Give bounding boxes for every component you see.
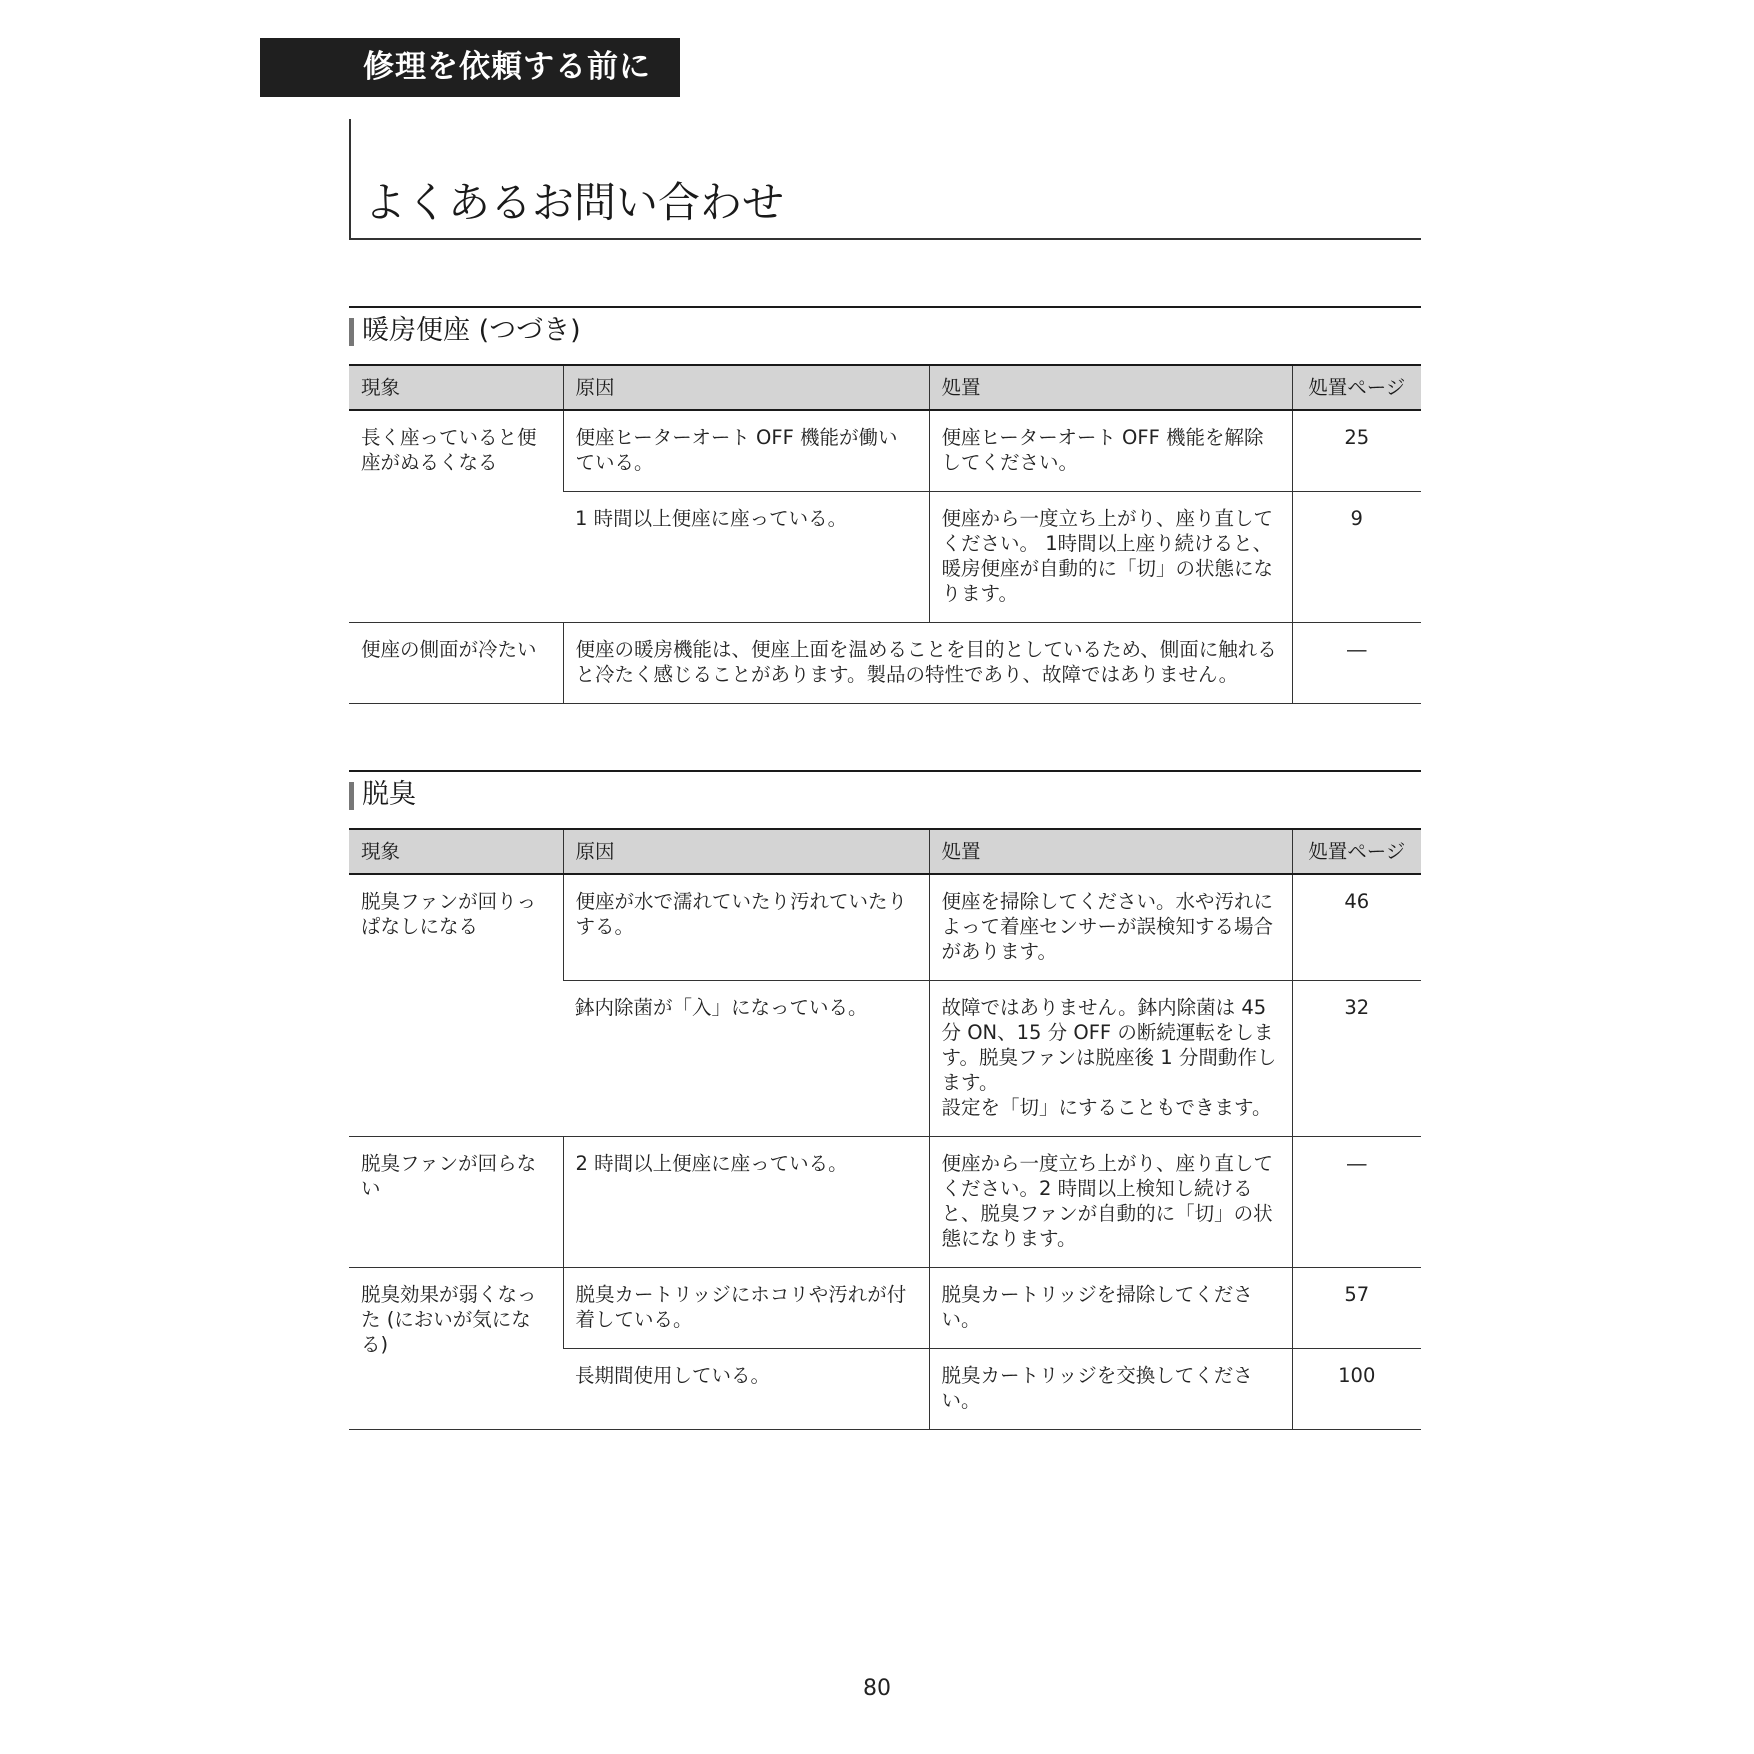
page-ref-cell: 100 <box>1292 1348 1421 1429</box>
chapter-header: 修理を依頼する前に <box>260 38 680 97</box>
remedy-note: 設定を「切」にすることもできます。 <box>941 1095 1272 1119</box>
cause-remedy-cell: 便座の暖房機能は、便座上面を温めることを目的としているため、側面に触れると冷たく感じることがあります。製品の特性であり、故障ではありません。 <box>563 622 1292 703</box>
cause-cell: 長期間使用している。 <box>563 1348 929 1429</box>
remedy-cell: 便座ヒーターオート OFF 機能を解除してください。 <box>929 410 1292 491</box>
symptom-cell: 脱臭ファンが回らない <box>349 1136 563 1267</box>
remedy-text: 故障ではありません。鉢内除菌は 45 分 ON、15 分 OFF の断続運転をします。脱臭ファンは脱座後 1 分間動作します。 <box>941 995 1277 1094</box>
section-title: 暖房便座 (つづき) <box>362 315 581 346</box>
page-ref-cell: 9 <box>1292 491 1421 622</box>
page-ref-cell: 46 <box>1292 874 1421 980</box>
column-header-cause: 原因 <box>563 365 929 410</box>
column-header-cause: 原因 <box>563 829 929 874</box>
page-ref-cell: ― <box>1292 622 1421 703</box>
cause-cell: 2 時間以上便座に座っている。 <box>563 1136 929 1267</box>
column-header-remedy: 処置 <box>929 829 1292 874</box>
remedy-cell: 脱臭カートリッジを交換してください。 <box>929 1348 1292 1429</box>
cause-cell: 脱臭カートリッジにホコリや汚れが付着している。 <box>563 1267 929 1348</box>
column-header-remedy: 処置 <box>929 365 1292 410</box>
symptom-cell: 脱臭効果が弱くなった (においが気になる) <box>349 1267 563 1429</box>
cause-cell: 鉢内除菌が「入」になっている。 <box>563 980 929 1136</box>
remedy-cell <box>929 980 1292 1136</box>
cause-cell: 便座が水で濡れていたり汚れていたりする。 <box>563 874 929 980</box>
section-heading <box>349 306 1421 364</box>
page-number: 80 <box>863 1676 891 1701</box>
section-heading <box>349 770 1421 828</box>
section-title: 脱臭 <box>362 779 416 810</box>
section-heated-seat <box>349 306 1421 704</box>
symptom-cell: 脱臭ファンが回りっぱなしになる <box>349 874 563 1136</box>
faq-table <box>349 364 1421 704</box>
table-row <box>349 622 1421 703</box>
column-header-page: 処置ページ <box>1292 365 1421 410</box>
page-ref-cell: 57 <box>1292 1267 1421 1348</box>
section-marker <box>349 782 354 810</box>
symptom-cell: 長く座っていると便座がぬるくなる <box>349 410 563 622</box>
column-header-symptom: 現象 <box>349 829 563 874</box>
page-ref-cell: ― <box>1292 1136 1421 1267</box>
table-row <box>349 874 1421 980</box>
title-vertical-rule <box>349 119 351 240</box>
section-deodorizer <box>349 770 1421 1430</box>
remedy-cell: 便座から一度立ち上がり、座り直してください。 1時間以上座り続けると、暖房便座が自動的に「切」の状態になります。 <box>929 491 1292 622</box>
column-header-symptom: 現象 <box>349 365 563 410</box>
table-header-row <box>349 365 1421 410</box>
faq-table <box>349 828 1421 1430</box>
table-row <box>349 1136 1421 1267</box>
symptom-cell: 便座の側面が冷たい <box>349 622 563 703</box>
table-row <box>349 410 1421 491</box>
remedy-cell: 脱臭カートリッジを掃除してください。 <box>929 1267 1292 1348</box>
section-marker <box>349 318 354 346</box>
page-ref-cell: 25 <box>1292 410 1421 491</box>
cause-cell: 便座ヒーターオート OFF 機能が働いている。 <box>563 410 929 491</box>
remedy-cell: 便座から一度立ち上がり、座り直してください。2 時間以上検知し続けると、脱臭ファンが自動的に「切」の状態になります。 <box>929 1136 1292 1267</box>
page-title: よくあるお問い合わせ <box>364 178 785 227</box>
remedy-cell: 便座を掃除してください。水や汚れによって着座センサーが誤検知する場合があります。 <box>929 874 1292 980</box>
page-ref-cell: 32 <box>1292 980 1421 1136</box>
cause-cell: 1 時間以上便座に座っている。 <box>563 491 929 622</box>
title-horizontal-rule <box>349 238 1421 240</box>
column-header-page: 処置ページ <box>1292 829 1421 874</box>
table-header-row <box>349 829 1421 874</box>
table-row <box>349 1267 1421 1348</box>
